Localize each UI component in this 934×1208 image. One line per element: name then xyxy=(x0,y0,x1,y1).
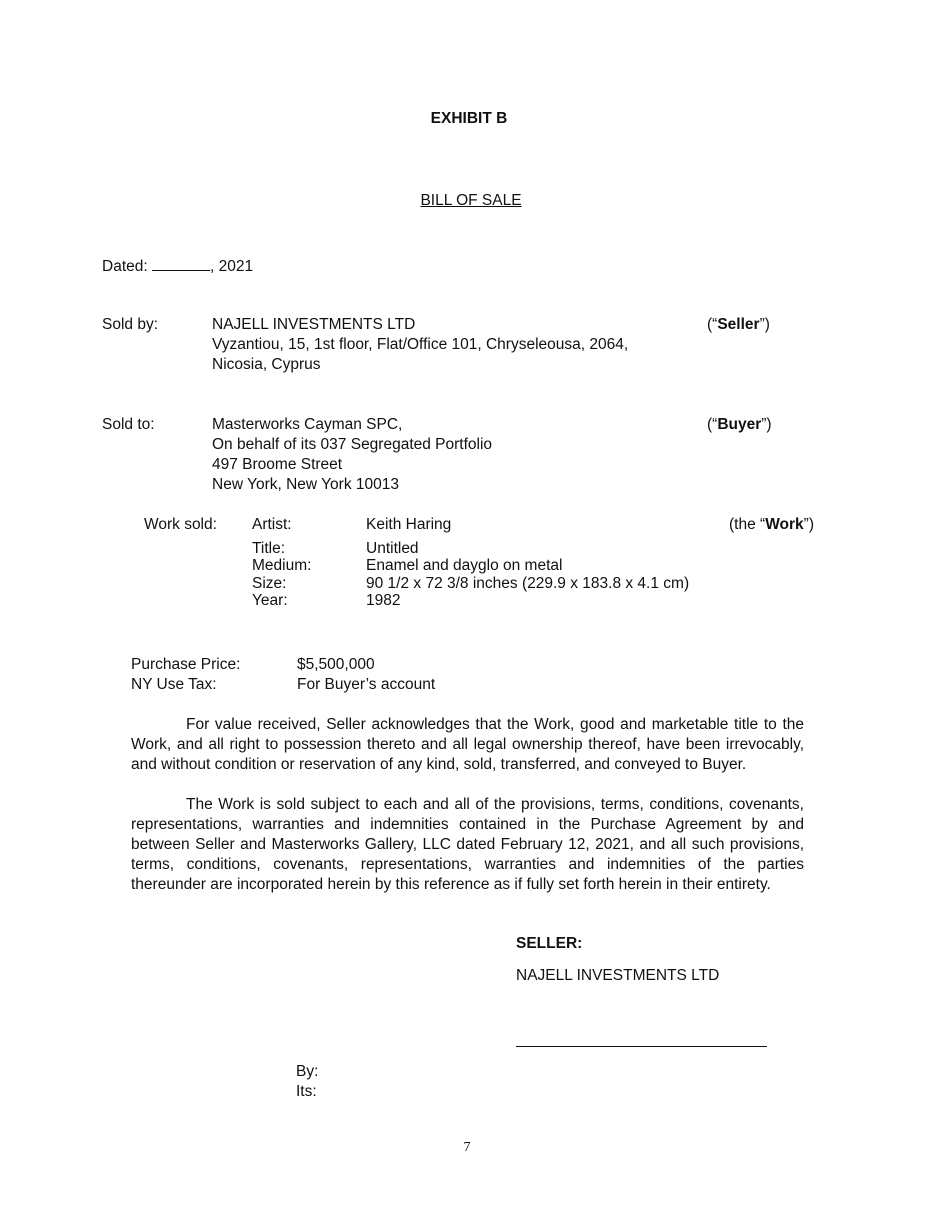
purchase-price-value: $5,500,000 xyxy=(297,656,375,673)
buyer-role-term: Buyer xyxy=(717,416,762,433)
work-field-value: 90 1/2 x 72 3/8 inches (229.9 x 183.8 x 4.1 cm) xyxy=(366,575,690,592)
work-field-label: Title: xyxy=(252,540,286,557)
paragraph-text: The Work is sold subject to each and all of the provisions, terms, conditions, covenants, representations, warranties and indemnities contained in the Purchase Agreement by and between Seller and Masterworks Gallery, LLC dated February 12, 2021, and all such provisions, terms, conditions, covenants, representations, warranties and indemnities of the parties thereunder are incorporated herein by this reference as if fully set forth herein in their entirety. xyxy=(131,796,804,893)
buyer-line3: 497 Broome Street xyxy=(212,456,343,473)
seller-address-line1: Vyzantiou, 15, 1st floor, Flat/Office 101, Chryseleousa, 2064, xyxy=(212,336,629,353)
exhibit-title: EXHIBIT B xyxy=(430,110,508,127)
work-sold-label: Work sold: xyxy=(144,516,217,533)
purchase-price-label: Purchase Price: xyxy=(131,656,241,673)
use-tax-value: For Buyer’s account xyxy=(297,676,436,693)
buyer-name: Masterworks Cayman SPC, xyxy=(212,416,403,433)
sold-by-label: Sold by: xyxy=(102,316,159,333)
buyer-role xyxy=(707,415,772,435)
work-field-value: Untitled xyxy=(366,540,419,557)
seller-role xyxy=(707,315,770,335)
its-label: Its: xyxy=(296,1083,317,1100)
work-role-open: (the “ xyxy=(729,516,766,533)
buyer-role-close: ”) xyxy=(761,416,772,433)
signature-heading: SELLER: xyxy=(516,935,583,952)
by-label: By: xyxy=(296,1063,319,1080)
page-number: 7 xyxy=(463,1140,471,1155)
sold-to-label: Sold to: xyxy=(102,416,155,433)
buyer-line2: On behalf of its 037 Segregated Portfolio xyxy=(212,436,493,453)
signature-company: NAJELL INVESTMENTS LTD xyxy=(516,967,720,984)
seller-name: NAJELL INVESTMENTS LTD xyxy=(212,316,416,333)
dated-year: , 2021 xyxy=(209,258,254,275)
seller-address-line2: Nicosia, Cyprus xyxy=(212,356,321,373)
seller-role-open: (“ xyxy=(707,316,718,333)
body-paragraph xyxy=(131,715,804,775)
signature-line xyxy=(516,1046,767,1047)
work-field-label: Size: xyxy=(252,575,287,592)
work-field-value: 1982 xyxy=(366,592,401,609)
work-role xyxy=(729,515,814,535)
work-field-label: Year: xyxy=(252,592,288,609)
use-tax-label: NY Use Tax: xyxy=(131,676,217,693)
dated-line xyxy=(102,256,253,277)
work-role-term: Work xyxy=(765,516,804,533)
work-field-label: Artist: xyxy=(252,516,292,533)
work-role-close: ”) xyxy=(803,516,814,533)
buyer-line4: New York, New York 10013 xyxy=(212,476,399,493)
document-title: BILL OF SALE xyxy=(420,192,522,209)
paragraph-text: For value received, Seller acknowledges that the Work, good and marketable title to the Work, and all right to possession thereto and all legal ownership thereof, have been irrevocably, and without condition or reservation of any kind, sold, transferred, and conveyed to Buyer. xyxy=(131,716,804,773)
date-blank xyxy=(152,256,210,271)
buyer-role-open: (“ xyxy=(707,416,718,433)
work-field-value: Keith Haring xyxy=(366,516,452,533)
body-paragraph xyxy=(131,795,804,895)
dated-label: Dated: xyxy=(102,258,148,275)
seller-role-term: Seller xyxy=(717,316,760,333)
seller-role-close: ”) xyxy=(759,316,770,333)
work-field-label: Medium: xyxy=(252,557,312,574)
work-field-value: Enamel and dayglo on metal xyxy=(366,557,563,574)
